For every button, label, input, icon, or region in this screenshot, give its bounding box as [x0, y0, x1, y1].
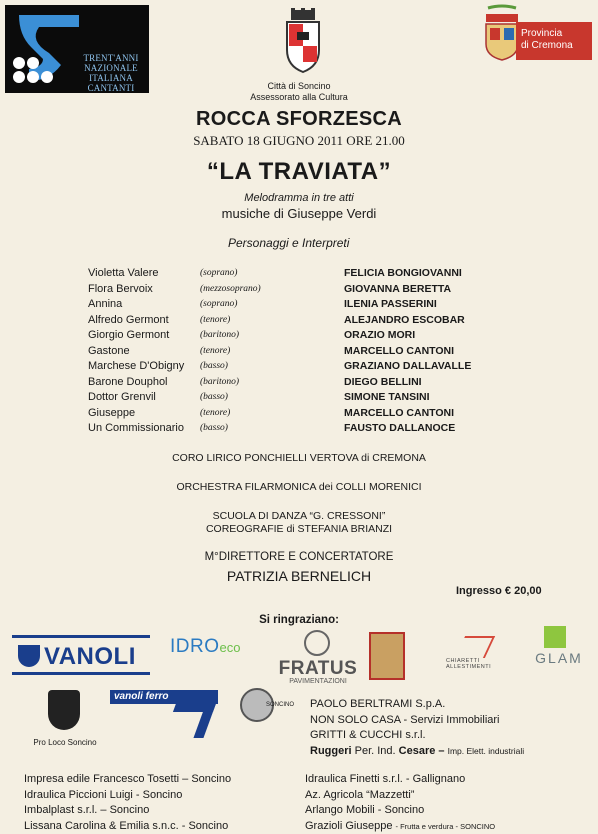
performer-name: FELICIA BONGIOVANNI	[344, 267, 462, 279]
cast-row	[88, 282, 528, 298]
role-name: Giorgio Germont	[88, 329, 170, 341]
sponsor-line	[305, 819, 495, 834]
performer-name: MARCELLO CANTONI	[344, 406, 455, 419]
sponsor-line: NON SOLO CASA - Servizi Immobiliari	[310, 713, 500, 726]
performer-name: ILENIA PASSERINI	[344, 298, 437, 310]
performer-name: ALEJANDRO ESCOBAR	[344, 313, 465, 326]
director-title: M°DIRETTORE E CONCERTATORE	[204, 551, 394, 563]
orchestra-credit: ORCHESTRA FILARMONICA dei COLLI MORENICI	[176, 481, 422, 493]
voice-type: (soprano)	[200, 268, 238, 278]
performer-name: DIEGO BELLINI	[344, 375, 422, 388]
cast-row	[88, 328, 528, 344]
chiaretti-logo	[446, 636, 516, 674]
sponsor-name: Ruggeri	[310, 744, 352, 757]
logo-line: ITALIANA	[89, 73, 133, 83]
cast-row	[88, 375, 528, 391]
city-department: Assessorato alla Cultura	[250, 92, 348, 102]
idro-wordmark: IDRO	[170, 636, 220, 657]
cast-row	[88, 297, 528, 313]
sponsor-line: Arlango Mobili - Soncino	[305, 804, 425, 816]
city-name: Città di Soncino	[267, 81, 331, 91]
ticket-price: Ingresso € 20,00	[456, 585, 542, 597]
thanks-header: Si ringraziano:	[259, 614, 339, 626]
idroeco-logo	[170, 636, 262, 678]
sponsor-name: Cesare –	[398, 744, 445, 757]
soncino-crest-icon	[283, 6, 323, 76]
role-name: Annina	[88, 298, 123, 310]
vanoli-logo	[12, 635, 150, 675]
voice-type: (basso)	[200, 361, 228, 371]
logo-bar	[12, 635, 150, 638]
sponsor-description: - Frutta e verdura - SONCINO	[395, 821, 496, 831]
sponsor-name: Grazioli Giuseppe	[305, 819, 393, 832]
logo-line: NAZIONALE	[84, 63, 138, 73]
vanoli-ferro-wordmark: vanoli ferro	[110, 690, 218, 704]
cast-row	[88, 406, 528, 422]
role-name: Dottor Grenvil	[88, 391, 156, 403]
sponsor-line: Imbalplast s.r.l. – Soncino	[24, 804, 150, 816]
voice-type: (tenore)	[200, 407, 231, 418]
cast-row	[88, 344, 528, 360]
city-header	[0, 81, 598, 103]
role-name: Barone Douphol	[88, 375, 168, 388]
sponsor-list-right	[310, 697, 524, 759]
event-date: SABATO 18 GIUGNO 2011 ORE 21.00	[193, 133, 405, 148]
cast-row	[88, 313, 528, 329]
glam-square-icon	[544, 626, 566, 648]
role-name: Giuseppe	[88, 406, 136, 419]
chiaretti-wordmark: CHIARETTI ALLESTIMENTI	[446, 658, 492, 670]
role-name: Gastone	[88, 344, 130, 357]
role-name: Flora Bervoix	[88, 282, 153, 295]
logo-bar	[12, 672, 150, 675]
logo-line: CANTANTI	[87, 83, 135, 93]
nazionale-cantanti-logo	[5, 5, 149, 93]
performer-name: ORAZIO MORI	[344, 329, 416, 341]
voice-type: (tenore)	[200, 314, 231, 325]
soncino-wordmark: SONCINO	[266, 702, 295, 708]
venue-title: ROCCA SFORZESCA	[196, 108, 402, 130]
sponsor-line: Impresa edile Francesco Tosetti – Soncino	[24, 773, 232, 785]
fratus-subtitle: PAVIMENTAZIONI	[289, 678, 347, 685]
cast-row	[88, 390, 528, 406]
performer-name: FAUSTO DALLANOCE	[344, 422, 456, 434]
sponsor-line: Idraulica Piccioni Luigi - Soncino	[24, 788, 183, 801]
seven-mark-icon	[163, 702, 216, 738]
music-note-icon	[9, 11, 83, 89]
cast-row	[88, 266, 528, 282]
voice-type: (basso)	[200, 423, 228, 433]
role-name: Alfredo Germont	[88, 313, 169, 326]
sponsor-line: Az. Agricola “Mazzetti”	[305, 788, 415, 801]
voice-type: (basso)	[200, 392, 228, 402]
sponsor-line: Lissana Carolina & Emilia s.n.c. - Soncino	[24, 819, 229, 832]
sponsor-line	[310, 744, 524, 760]
performer-name: GIOVANNA BERETTA	[344, 282, 452, 295]
soncino-seal-logo	[240, 688, 300, 728]
opera-title: “LA TRAVIATA”	[206, 158, 392, 185]
sponsor-line: Idraulica Finetti s.r.l. - Gallignano	[305, 773, 466, 785]
sponsor-title: Per. Ind.	[354, 744, 396, 757]
proloco-logo	[30, 690, 100, 758]
fratus-logo	[274, 630, 362, 688]
dance-school-credit: SCUOLA DI DANZA “G. CRESSONI”	[212, 510, 386, 522]
proloco-crest-icon	[48, 690, 80, 730]
provincia-label	[516, 22, 592, 60]
performer-name: SIMONE TANSINI	[344, 391, 430, 403]
sponsor-line: PAOLO BERLTRAMI S.p.A.	[310, 698, 446, 710]
role-name: Un Commissionario	[88, 422, 184, 434]
sponsor-list-bottom-left	[24, 772, 231, 834]
composer-line: musiche di Giuseppe Verdi	[221, 206, 377, 221]
eco-wordmark: eco	[219, 640, 241, 655]
vanoli-ferro-logo	[110, 690, 218, 738]
provincia-cremona-logo	[472, 4, 594, 62]
choreography-credit: COREOGRAFIE di STEFANIA BRIANZI	[205, 523, 393, 535]
voice-type: (mezzosoprano)	[200, 283, 261, 294]
provincia-line: di Cremona	[521, 40, 573, 51]
performer-name: MARCELLO CANTONI	[344, 344, 455, 357]
shield-icon	[18, 645, 40, 667]
glam-hotel-logo	[528, 626, 590, 676]
sponsor-line: GRITTI & CUCCHI s.r.l.	[310, 729, 426, 741]
role-name: Marchese D'Obigny	[88, 360, 185, 372]
sponsor-list-bottom-right	[305, 772, 495, 834]
rotary-badge-icon	[369, 632, 405, 680]
cast-row	[88, 421, 528, 437]
sponsor-description: Imp. Elett. industriali	[447, 745, 525, 756]
cast-header: Personaggi e Interpreti	[228, 236, 350, 250]
voice-type: (baritono)	[200, 376, 240, 387]
cast-row	[88, 359, 528, 375]
logo-line: TRENT'ANNI	[83, 53, 139, 63]
cast-list	[88, 266, 528, 437]
voice-type: (soprano)	[200, 299, 238, 309]
proloco-label: Pro Loco Soncino	[33, 738, 97, 747]
chiaretti-mark-icon	[455, 636, 495, 658]
voice-type: (baritono)	[200, 330, 240, 340]
ring-icon	[304, 630, 330, 656]
vanoli-wordmark: VANOLI	[44, 643, 136, 670]
glam-wordmark: GLAM	[535, 650, 583, 666]
performer-name: GRAZIANO DALLAVALLE	[344, 360, 472, 372]
voice-type: (tenore)	[200, 345, 231, 356]
provincia-line: Provincia	[521, 28, 563, 39]
director-name: PATRIZIA BERNELICH	[226, 568, 372, 584]
opera-subtitle: Melodramma in tre atti	[244, 192, 354, 204]
role-name: Violetta Valere	[88, 267, 159, 279]
choir-credit: CORO LIRICO PONCHIELLI VERTOVA di CREMONA	[172, 452, 426, 464]
fratus-wordmark: FRATUS	[278, 658, 358, 679]
